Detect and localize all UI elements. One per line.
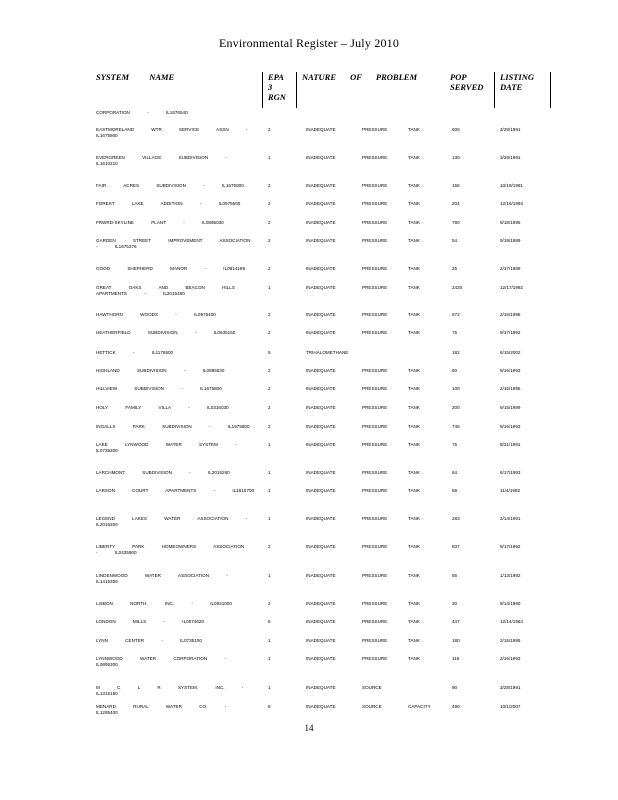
header-nature-of-problem: NATURE OF PROBLEM bbox=[302, 72, 418, 82]
nature-cell: TANK bbox=[408, 201, 420, 206]
epa-region-cell: 2 bbox=[268, 544, 271, 549]
listing-date-cell: 3/28/1991 bbox=[500, 127, 521, 132]
nature-cell: PRESSURE bbox=[362, 573, 388, 578]
nature-cell: PRESSURE bbox=[362, 155, 388, 160]
page-number: 14 bbox=[304, 723, 314, 733]
nature-cell: INADEQUATE bbox=[306, 601, 336, 606]
epa-region-cell: 2 bbox=[268, 312, 271, 317]
listing-date-cell: 6/17/1993 bbox=[500, 470, 521, 475]
system-name-cell: FRWRD-SKYLINE PLANT - IL0895030 bbox=[96, 220, 224, 225]
nature-cell: TANK bbox=[408, 656, 420, 661]
system-name-cell: CORPORATION - IL1676540 bbox=[96, 110, 188, 115]
header-divider bbox=[494, 72, 495, 108]
epa-region-cell: 1 bbox=[268, 573, 271, 578]
pop-served-cell: 200 bbox=[452, 405, 460, 410]
epa-region-cell: 1 bbox=[268, 488, 271, 493]
listing-date-cell: 9/16/1993 bbox=[500, 368, 521, 373]
system-name-cell: INGALLS PARK SUBDIVISION - IL1975800 bbox=[96, 424, 250, 429]
nature-cell: INADEQUATE bbox=[306, 201, 336, 206]
pop-served-cell: 54 bbox=[452, 238, 458, 243]
system-name-cell: GARDEN STREET IMPROVEMENT ASSOCIATION - IL1675376 bbox=[96, 238, 251, 249]
nature-cell: TRIHALOMETHANE bbox=[306, 350, 349, 355]
table-row bbox=[0, 330, 618, 352]
system-name-cell: MENARD RURAL WATER CO. - IL1295400 bbox=[96, 704, 227, 715]
system-name-cell: HEATHERFIELD SUBDIVISION - IL0635150 bbox=[96, 330, 236, 335]
listing-date-cell: 2/15/1995 bbox=[500, 386, 521, 391]
nature-cell: TANK bbox=[408, 488, 420, 493]
pop-served-cell: 490 bbox=[452, 704, 460, 709]
listing-date-cell: 2/17/1989 bbox=[500, 266, 521, 271]
epa-region-cell: 5 bbox=[268, 704, 271, 709]
nature-cell: PRESSURE bbox=[362, 619, 388, 624]
nature-cell: INADEQUATE bbox=[306, 424, 336, 429]
nature-cell: TANK bbox=[408, 601, 420, 606]
nature-cell: INADEQUATE bbox=[306, 183, 336, 188]
nature-cell: PRESSURE bbox=[362, 424, 388, 429]
listing-date-cell: 9/18/1995 bbox=[500, 220, 521, 225]
pop-served-cell: 90 bbox=[452, 685, 458, 690]
nature-cell: PRESSURE bbox=[362, 238, 388, 243]
table-row bbox=[0, 516, 618, 538]
pop-served-cell: 204 bbox=[452, 201, 460, 206]
pop-served-cell: 64 bbox=[452, 470, 458, 475]
nature-cell: TANK bbox=[408, 368, 420, 373]
system-name-cell: LARCHMONT SUBDIVISION - IL2016260 bbox=[96, 470, 230, 475]
pop-served-cell: 447 bbox=[452, 619, 460, 624]
listing-date-cell: 2/15/1995 bbox=[500, 638, 521, 643]
header-divider bbox=[550, 72, 551, 108]
listing-date-cell: 3/28/1991 bbox=[500, 155, 521, 160]
epa-region-cell: 2 bbox=[268, 238, 271, 243]
epa-region-cell: 1 bbox=[268, 470, 271, 475]
system-name-cell: LIBERTY PARK HOMEOWNERS ASSOCIATION - IL0435900 bbox=[96, 544, 245, 555]
nature-cell: PRESSURE bbox=[362, 285, 388, 290]
nature-cell: TANK bbox=[408, 573, 420, 578]
nature-cell: PRESSURE bbox=[362, 516, 388, 521]
nature-cell: TANK bbox=[408, 266, 420, 271]
header-divider bbox=[296, 72, 297, 108]
nature-cell: INADEQUATE bbox=[306, 573, 336, 578]
nature-cell: INADEQUATE bbox=[306, 238, 336, 243]
system-name-cell: LEGEND LAKES WATER ASSOCIATION - IL2016300 bbox=[96, 516, 248, 527]
nature-cell: TANK bbox=[408, 330, 420, 335]
nature-cell: PRESSURE bbox=[362, 638, 388, 643]
pop-served-cell: 56 bbox=[452, 573, 458, 578]
epa-region-cell: 2 bbox=[268, 424, 271, 429]
epa-region-cell: 2 bbox=[268, 183, 271, 188]
epa-region-cell: 1 bbox=[268, 656, 271, 661]
listing-date-cell: 10/18/1991 bbox=[500, 183, 523, 188]
nature-cell: TANK bbox=[408, 424, 420, 429]
listing-date-cell: 2/14/1991 bbox=[500, 516, 521, 521]
system-name-cell: LINDENWOOD WATER ASSOCIATION - IL1415300 bbox=[96, 573, 228, 584]
system-name-cell: FOREST LAKE ADDITION - IL0975500 bbox=[96, 201, 241, 206]
epa-region-cell: 2 bbox=[268, 127, 271, 132]
nature-cell: INADEQUATE bbox=[306, 155, 336, 160]
header-system-name: SYSTEM NAME bbox=[96, 72, 175, 82]
pop-served-cell: 75 bbox=[452, 442, 458, 447]
table-row bbox=[0, 238, 618, 260]
table-row bbox=[0, 442, 618, 464]
listing-date-cell: 12/14/1984 bbox=[500, 619, 523, 624]
nature-cell: PRESSURE bbox=[362, 201, 388, 206]
header-listing-date: LISTING DATE bbox=[500, 72, 535, 92]
listing-date-cell: 12/16/1993 bbox=[500, 201, 523, 206]
nature-cell: INADEQUATE bbox=[306, 312, 336, 317]
nature-cell: TANK bbox=[408, 127, 420, 132]
header-epa-region: EPA 3 RGN bbox=[268, 72, 286, 102]
listing-date-cell: 12/17/1992 bbox=[500, 285, 523, 290]
nature-cell: TANK bbox=[408, 470, 420, 475]
epa-region-cell: 2 bbox=[268, 201, 271, 206]
nature-cell: SOURCE bbox=[362, 704, 382, 709]
system-name-cell: M C L R SYSTEM, INC. - IL1315150 bbox=[96, 685, 244, 696]
table-row bbox=[0, 488, 618, 510]
system-name-cell: GREAT OAKS AND BEACON HILLS APARTMENTS - IL2015480 bbox=[96, 285, 235, 296]
nature-cell: INADEQUATE bbox=[306, 704, 336, 709]
epa-region-cell: 2 bbox=[268, 386, 271, 391]
epa-region-cell: 1 bbox=[268, 638, 271, 643]
listing-date-cell: 9/19/1989 bbox=[500, 238, 521, 243]
nature-cell: PRESSURE bbox=[362, 127, 388, 132]
epa-region-cell: 2 bbox=[268, 266, 271, 271]
pop-served-cell: 75 bbox=[452, 330, 458, 335]
nature-cell: INADEQUATE bbox=[306, 656, 336, 661]
listing-date-cell: 9/15/1999 bbox=[500, 405, 521, 410]
epa-region-cell: 2 bbox=[268, 601, 271, 606]
system-name-cell: HIGHLAND SUBDIVISION - IL0895530 bbox=[96, 368, 225, 373]
nature-cell: INADEQUATE bbox=[306, 220, 336, 225]
nature-cell: PRESSURE bbox=[362, 656, 388, 661]
system-name-cell: LONDON MILLS - IL0574620 bbox=[96, 619, 205, 624]
nature-cell: PRESSURE bbox=[362, 544, 388, 549]
nature-cell: PRESSURE bbox=[362, 405, 388, 410]
epa-region-cell: 5 bbox=[268, 619, 271, 624]
nature-cell: TANK bbox=[408, 405, 420, 410]
nature-cell: CAPACITY bbox=[408, 704, 431, 709]
page-title: Environmental Register – July 2010 bbox=[218, 36, 400, 50]
system-name-cell: GOOD SHEPHERD MANOR - IL0914189 bbox=[96, 266, 246, 271]
listing-date-cell: 9/17/1992 bbox=[500, 330, 521, 335]
table-header bbox=[92, 72, 552, 108]
system-name-cell: HAWTHORN WOODS - IL0975400 bbox=[96, 312, 216, 317]
pop-served-cell: 25 bbox=[452, 266, 458, 271]
listing-date-cell: 2/16/1993 bbox=[500, 656, 521, 661]
nature-cell: TANK bbox=[408, 544, 420, 549]
header-pop-served: POP SERVED bbox=[450, 72, 484, 92]
epa-region-cell: 1 bbox=[268, 442, 271, 447]
listing-date-cell: 9/14/1990 bbox=[500, 601, 521, 606]
nature-cell: TANK bbox=[408, 155, 420, 160]
pop-served-cell: 672 bbox=[452, 312, 460, 317]
nature-cell: INADEQUATE bbox=[306, 330, 336, 335]
epa-region-cell: 5 bbox=[268, 350, 271, 355]
pop-served-cell: 58 bbox=[452, 488, 458, 493]
pop-served-cell: 182 bbox=[452, 350, 460, 355]
system-name-cell: LYNN CENTER - IL0735100 bbox=[96, 638, 202, 643]
pop-served-cell: 745 bbox=[452, 424, 460, 429]
listing-date-cell: 2/15/1995 bbox=[500, 312, 521, 317]
system-name-cell: EVERGREEN VILLAGE SUBDIVISION - IL1610210 bbox=[96, 155, 227, 166]
system-name-cell: LISBON NORTH, INC. - IL0931000 bbox=[96, 601, 232, 606]
nature-cell: INADEQUATE bbox=[306, 285, 336, 290]
epa-region-cell: 2 bbox=[268, 220, 271, 225]
nature-cell: TANK bbox=[408, 238, 420, 243]
table-row bbox=[0, 544, 618, 566]
epa-region-cell: 1 bbox=[268, 685, 271, 690]
epa-region-cell: 1 bbox=[268, 516, 271, 521]
pop-served-cell: 130 bbox=[452, 155, 460, 160]
pop-served-cell: 600 bbox=[452, 127, 460, 132]
table-row bbox=[0, 155, 618, 177]
header-divider bbox=[262, 72, 263, 108]
nature-cell: INADEQUATE bbox=[306, 544, 336, 549]
nature-cell: INADEQUATE bbox=[306, 685, 336, 690]
system-name-cell: FAIR ACRES SUBDIVISION - IL1676000 bbox=[96, 183, 244, 188]
table-row bbox=[0, 573, 618, 595]
nature-cell: TANK bbox=[408, 619, 420, 624]
system-name-cell: HOLY FAMILY VILLA - IL0316030 bbox=[96, 405, 229, 410]
pop-served-cell: 283 bbox=[452, 516, 460, 521]
nature-cell: TANK bbox=[408, 183, 420, 188]
nature-cell: PRESSURE bbox=[362, 442, 388, 447]
nature-cell: TANK bbox=[408, 516, 420, 521]
system-name-cell: EASTMORELAND WTR SERVICE ASSN - IL1675900 bbox=[96, 127, 248, 138]
pop-served-cell: 30 bbox=[452, 601, 458, 606]
nature-cell: PRESSURE bbox=[362, 601, 388, 606]
epa-region-cell: 2 bbox=[268, 330, 271, 335]
system-name-cell: LAKE LYNWOOD WATER SYSTEM - IL0735300 bbox=[96, 442, 237, 453]
epa-region-cell: 1 bbox=[268, 285, 271, 290]
nature-cell: INADEQUATE bbox=[306, 266, 336, 271]
table-row bbox=[0, 285, 618, 307]
pop-served-cell: 2420 bbox=[452, 285, 463, 290]
system-name-cell: LYNNWOOD WATER CORPORATION - IL0895300 bbox=[96, 656, 227, 667]
listing-date-cell: 9/17/1992 bbox=[500, 544, 521, 549]
nature-cell: TANK bbox=[408, 442, 420, 447]
nature-cell: INADEQUATE bbox=[306, 638, 336, 643]
pop-served-cell: 156 bbox=[452, 183, 460, 188]
nature-cell: TANK bbox=[408, 285, 420, 290]
nature-cell: PRESSURE bbox=[362, 220, 388, 225]
listing-date-cell: 9/16/1993 bbox=[500, 424, 521, 429]
table-row bbox=[0, 127, 618, 149]
nature-cell: INADEQUATE bbox=[306, 619, 336, 624]
epa-region-cell: 1 bbox=[268, 155, 271, 160]
nature-cell: SOURCE bbox=[362, 685, 382, 690]
nature-cell: PRESSURE bbox=[362, 312, 388, 317]
listing-date-cell: 8/31/1991 bbox=[500, 442, 521, 447]
system-name-cell: HETTICK - IL1176500 bbox=[96, 350, 174, 355]
epa-region-cell: 2 bbox=[268, 368, 271, 373]
nature-cell: TANK bbox=[408, 638, 420, 643]
nature-cell: PRESSURE bbox=[362, 330, 388, 335]
listing-date-cell: 11/4/1992 bbox=[500, 488, 521, 493]
table-row bbox=[0, 656, 618, 678]
listing-date-cell: 1/13/1992 bbox=[500, 573, 521, 578]
epa-region-cell: 2 bbox=[268, 405, 271, 410]
nature-cell: PRESSURE bbox=[362, 488, 388, 493]
nature-cell: INADEQUATE bbox=[306, 516, 336, 521]
nature-cell: INADEQUATE bbox=[306, 488, 336, 493]
pop-served-cell: 837 bbox=[452, 544, 460, 549]
nature-cell: PRESSURE bbox=[362, 470, 388, 475]
nature-cell: INADEQUATE bbox=[306, 405, 336, 410]
nature-cell: INADEQUATE bbox=[306, 368, 336, 373]
nature-cell: PRESSURE bbox=[362, 183, 388, 188]
nature-cell: PRESSURE bbox=[362, 368, 388, 373]
listing-date-cell: 6/15/2002 bbox=[500, 350, 521, 355]
nature-cell: TANK bbox=[408, 386, 420, 391]
pop-served-cell: 100 bbox=[452, 386, 460, 391]
pop-served-cell: 116 bbox=[452, 656, 460, 661]
nature-cell: INADEQUATE bbox=[306, 470, 336, 475]
pop-served-cell: 780 bbox=[452, 220, 460, 225]
system-name-cell: LARSON COURT APARTMENTS - IL1615700 bbox=[96, 488, 255, 493]
nature-cell: INADEQUATE bbox=[306, 127, 336, 132]
nature-cell: PRESSURE bbox=[362, 266, 388, 271]
nature-cell: TANK bbox=[408, 220, 420, 225]
nature-cell: INADEQUATE bbox=[306, 386, 336, 391]
listing-date-cell: 3/28/1991 bbox=[500, 685, 521, 690]
pop-served-cell: 180 bbox=[452, 638, 460, 643]
pop-served-cell: 60 bbox=[452, 368, 458, 373]
nature-cell: PRESSURE bbox=[362, 386, 388, 391]
nature-cell: INADEQUATE bbox=[306, 442, 336, 447]
system-name-cell: HILLVIEW SUBDIVISION - IL1675800 bbox=[96, 386, 222, 391]
listing-date-cell: 10/1/2007 bbox=[500, 704, 521, 709]
nature-cell: TANK bbox=[408, 312, 420, 317]
